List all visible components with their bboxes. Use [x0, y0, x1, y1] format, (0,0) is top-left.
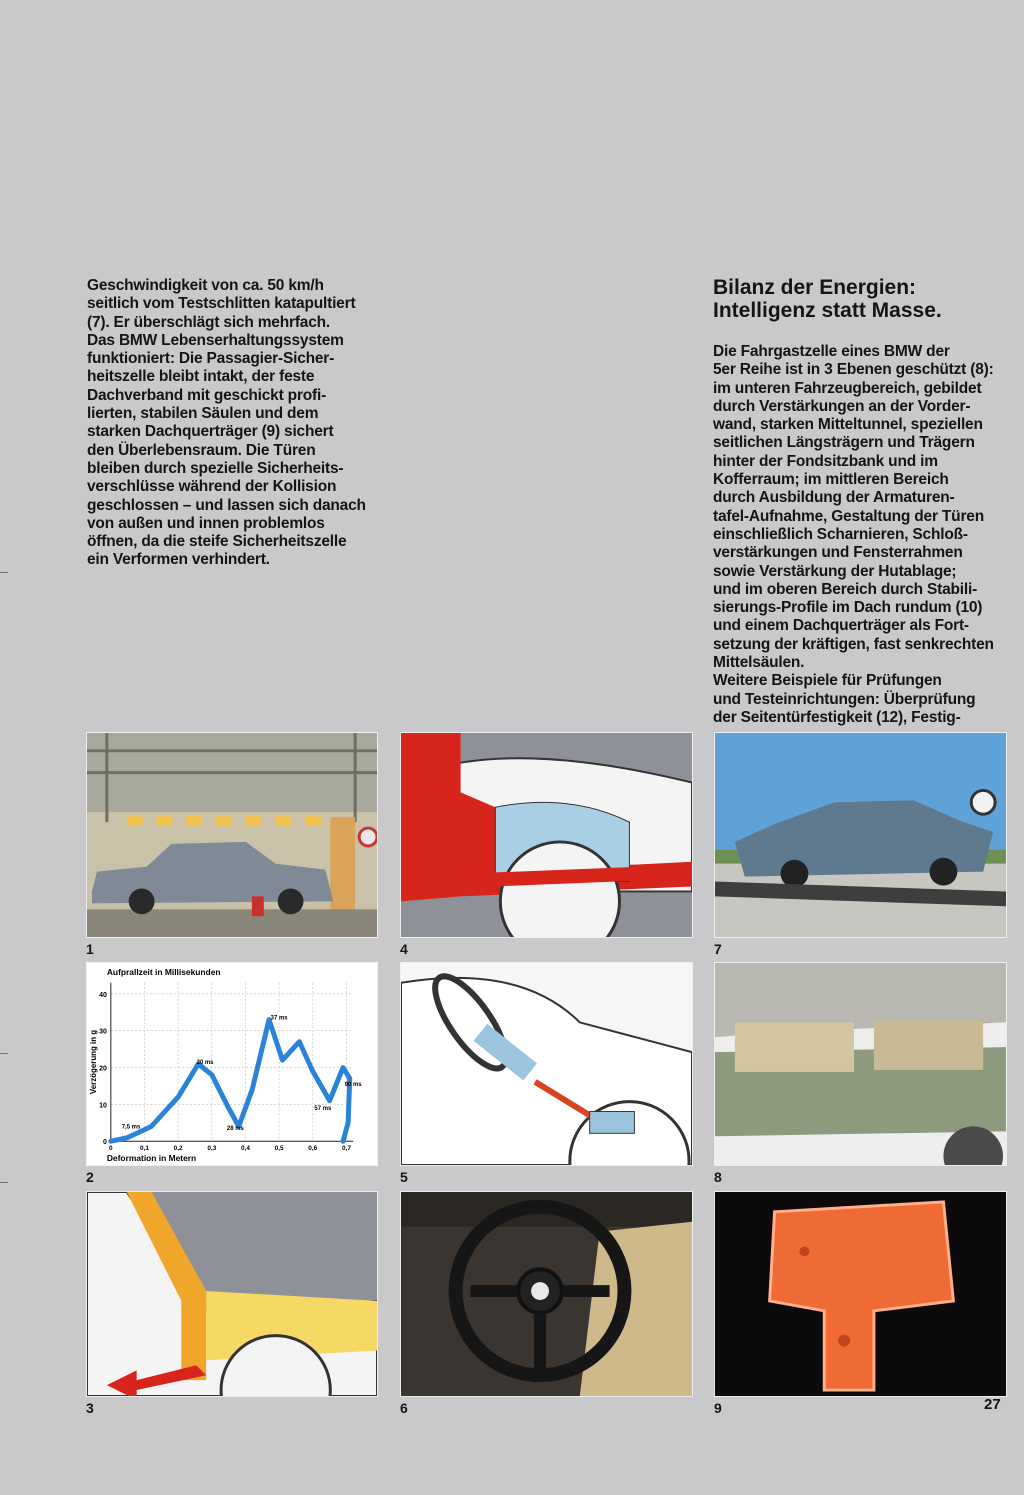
time-annotation: 20 ms [196, 1059, 214, 1066]
y-axis-label: Verzögerung in g [88, 1029, 98, 1095]
margin-tick [0, 1182, 8, 1183]
figure-1-number: 1 [86, 941, 94, 957]
y-tick-label: 30 [99, 1028, 107, 1036]
time-annotation: 7,5 ms [121, 1124, 141, 1131]
time-annotation: 37 ms [270, 1015, 288, 1022]
figure-6-number: 6 [400, 1400, 408, 1416]
x-tick-label: 0,4 [240, 1145, 250, 1153]
time-annotation: 28 ms [226, 1126, 244, 1133]
right-column-text: Die Fahrgastzelle eines BMW der 5er Reihe ist in 3 Ebenen geschützt (8): im unteren Fahrzeugbereich, gebildet durch Verstärkungen an der Vorder- wand, starken Mitteltunnel, speziellen seitlichen Längsträgern und Trägern hinter der Fondsitzbank und im Kofferraum; im mittleren Bereich durch Ausbildung der Armaturen- tafel-Aufnahme, Gestaltung der Türen einschließlich Scharnieren, Schloß- verstärkungen und Fensterrahmen sowie Verstärkung der Hutablage; und im oberen Bereich durch Stabili- sierungs-Profile im Dach rundum (10) und einem Dachquerträger als Fort- setzung der kräftigen, fast senkrechten Mittelsäulen. Weitere Beispiele für Prüfungen und Testeinrichtungen: Überprüfung der Seitentürfestigkeit (12), Festig- [713, 343, 994, 726]
figure-8-number: 8 [714, 1169, 722, 1185]
x-tick-label: 0,6 [308, 1145, 318, 1153]
y-tick-label: 10 [99, 1102, 107, 1110]
x-tick-label: 0,3 [207, 1145, 217, 1153]
y-tick-label: 40 [99, 991, 107, 999]
margin-tick [0, 1053, 8, 1054]
x-tick-label: 0 [109, 1145, 113, 1153]
figure-2-number: 2 [86, 1169, 94, 1185]
figure-7-number: 7 [714, 941, 722, 957]
y-tick-label: 20 [99, 1065, 107, 1073]
section-heading: Bilanz der Energien: Intelligenz statt Masse. [713, 276, 942, 322]
x-axis-label: Deformation in Metern [106, 1153, 197, 1164]
figure-6-cockpit-photo [400, 1191, 693, 1397]
x-tick-label: 0,2 [173, 1145, 183, 1153]
figure-2-deceleration-chart [86, 962, 378, 1166]
x-tick-label: 0,1 [140, 1145, 149, 1153]
figure-5-number: 5 [400, 1169, 408, 1185]
figure-3-number: 3 [86, 1400, 94, 1416]
figure-9-number: 9 [714, 1400, 722, 1416]
x-tick-label: 0,7 [341, 1145, 351, 1153]
margin-tick [0, 572, 8, 573]
time-annotation: 57 ms [314, 1105, 332, 1112]
page-number: 27 [984, 1396, 1001, 1413]
left-column-text: Geschwindigkeit von ca. 50 km/h seitlich vom Testschlitten katapultiert (7). Er überschlägt sich mehrfach. Das BMW Lebenserhaltungssystem funktioniert: Die Passagier-Sicher- heitszelle bleibt intakt, der feste Dachverband mit geschickt profi- lierten, stabilen Säulen und dem starken Dachquerträger (9) sichert den Überlebensraum. Die Türen bleiben durch spezielle Sicherheits- verschlüsse während der Kollision geschlossen – und lassen sich danach von außen und innen problemlos öffnen, da die steife Sicherheitszelle ein Verformen verhindert. [87, 277, 366, 569]
figure-3-energy-flow-drawing [86, 1191, 378, 1397]
figure-5-steering-column-drawing [400, 962, 693, 1166]
figure-9-roof-crossmember-photo [714, 1191, 1007, 1397]
x-tick-label: 0,5 [274, 1145, 284, 1153]
figure-7-test-sled-photo [714, 732, 1007, 938]
figure-1-crash-test-photo [86, 732, 378, 938]
figure-4-front-structure-drawing [400, 732, 693, 938]
y-tick-label: 0 [102, 1139, 107, 1147]
time-annotation: 90 ms [344, 1081, 362, 1088]
figure-4-number: 4 [400, 941, 408, 957]
figure-8-interior-photo [714, 962, 1007, 1166]
chart-title: Aufprallzeit in Millisekunden [106, 966, 221, 977]
chart-svg [87, 963, 377, 1165]
